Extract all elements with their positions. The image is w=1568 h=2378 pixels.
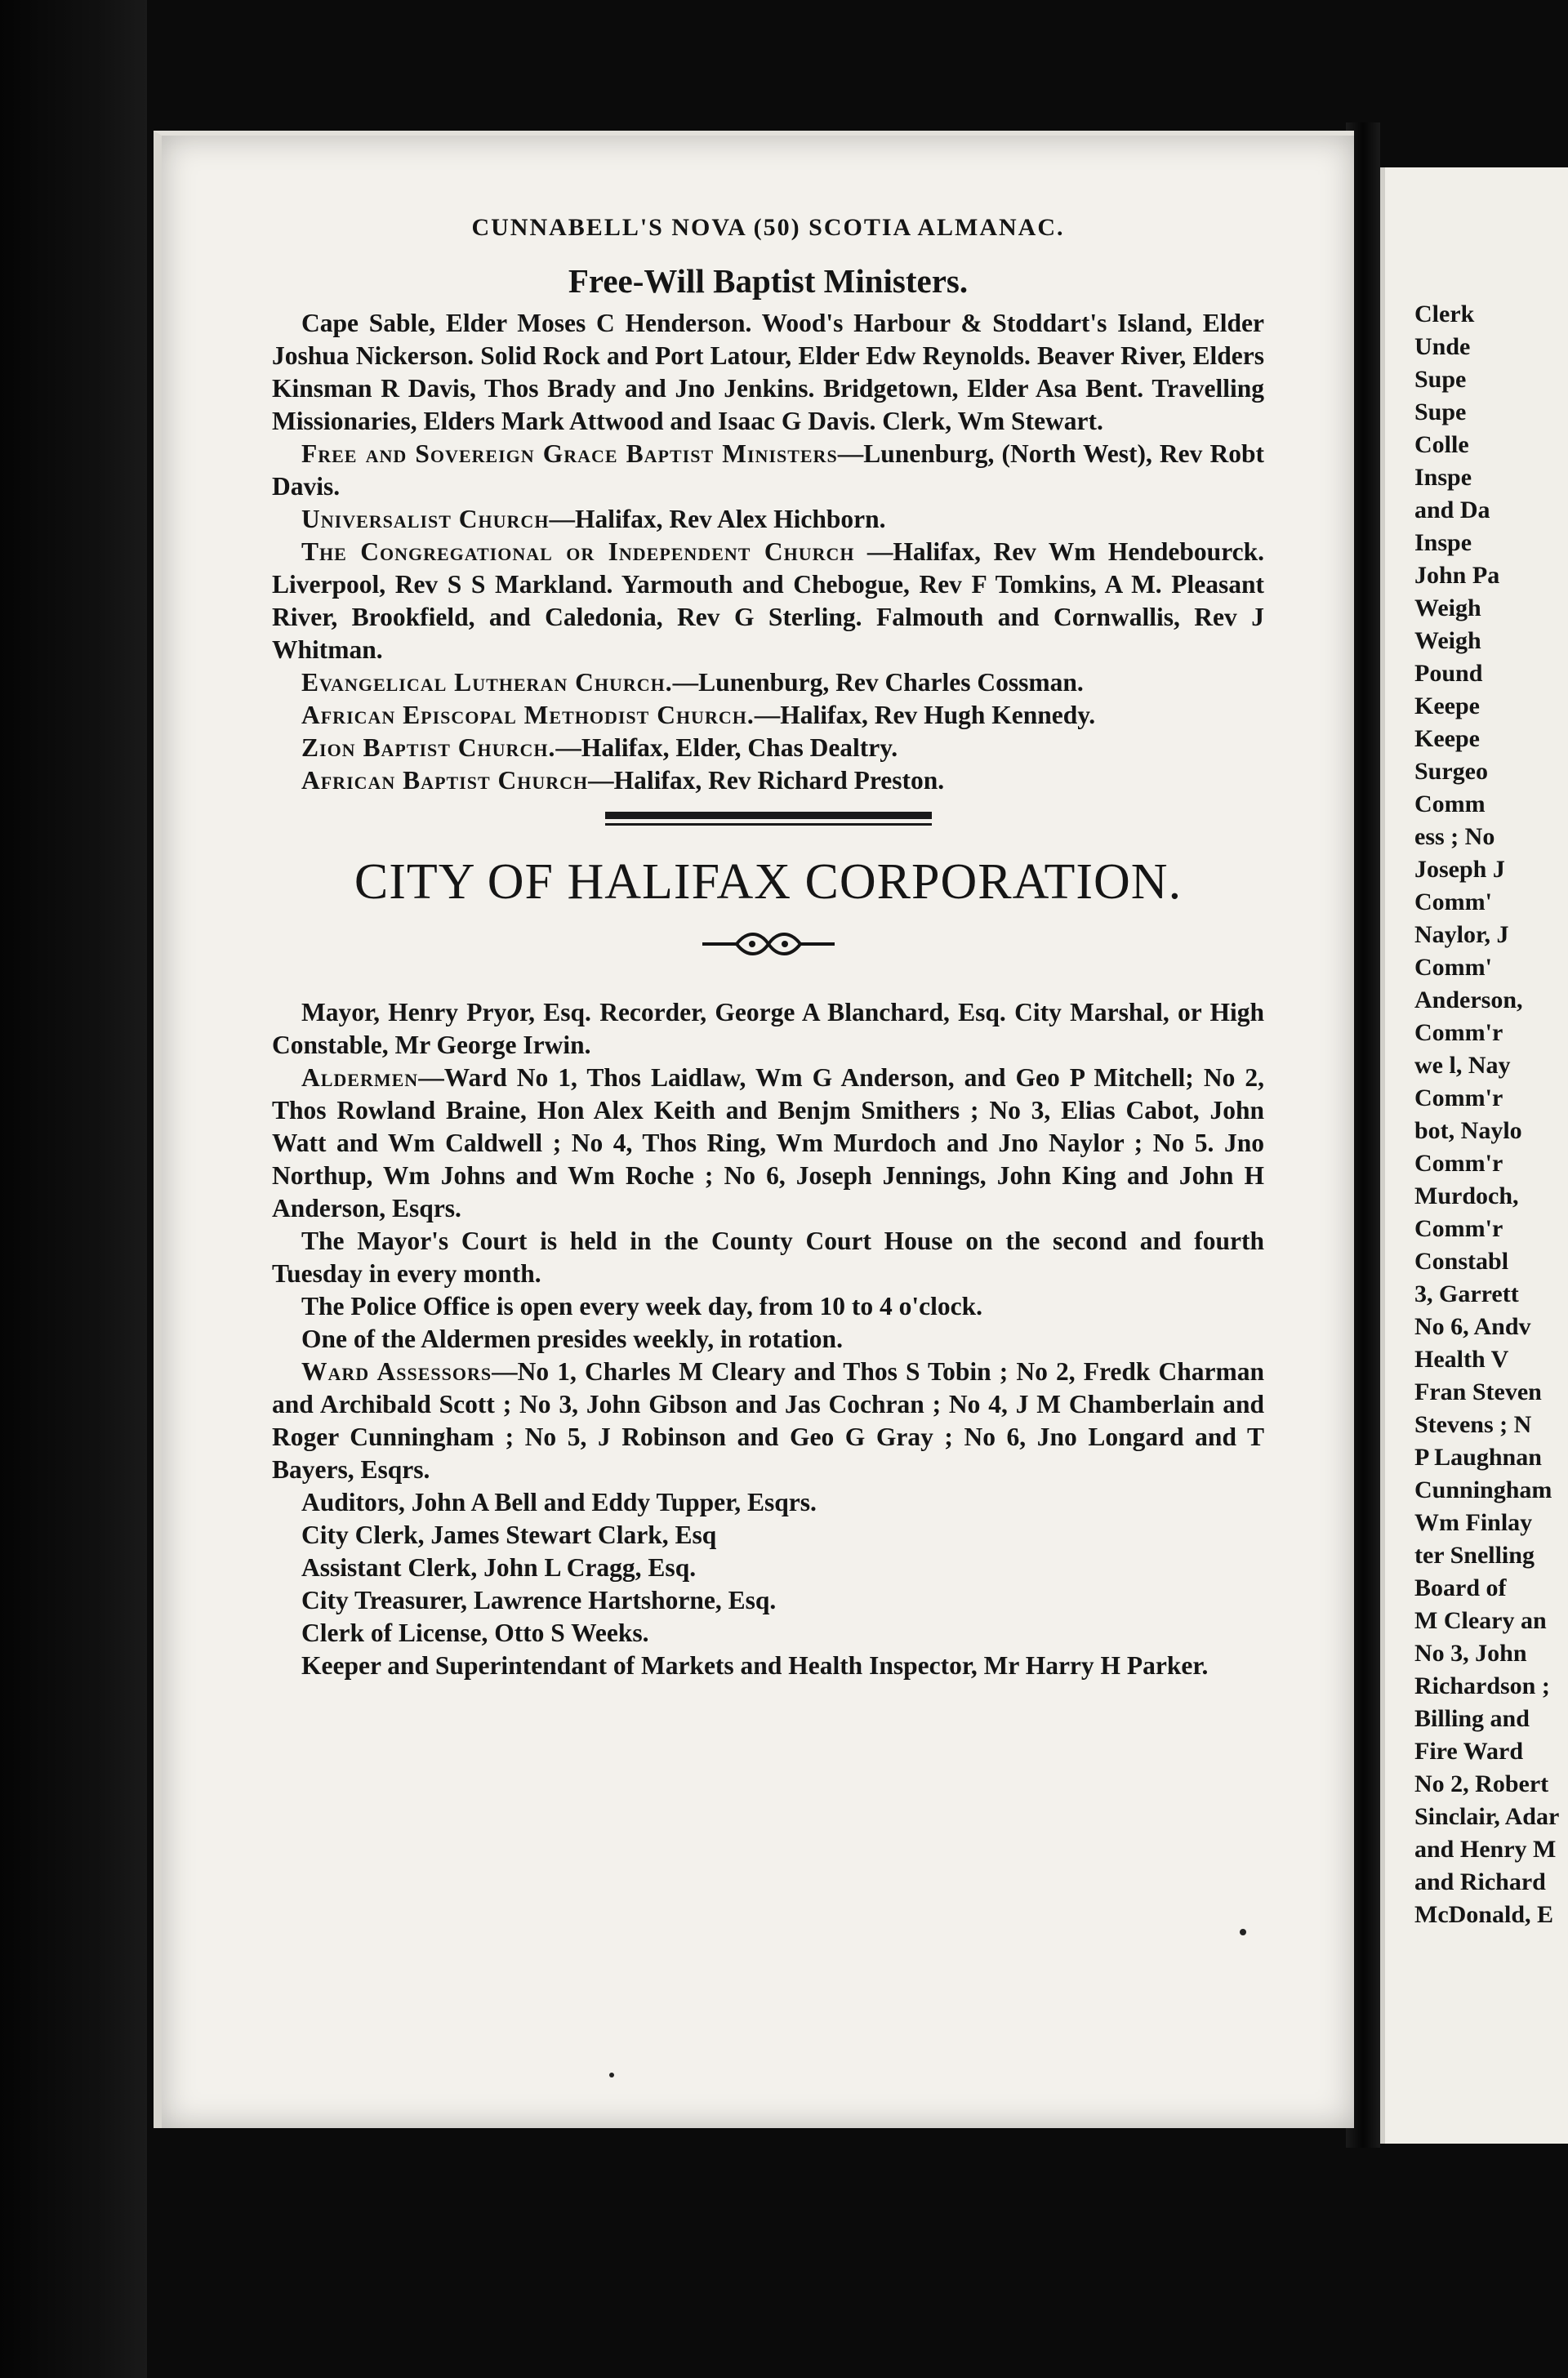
facing-page-line: Surgeo <box>1414 758 1488 785</box>
facing-page-line: and Richard <box>1414 1868 1546 1895</box>
facing-page-line: No 3, John <box>1414 1640 1527 1667</box>
facing-page-line: Joseph J <box>1414 856 1505 883</box>
facing-page-line: Richardson ; <box>1414 1672 1550 1699</box>
facing-page-line: we l, Nay <box>1414 1052 1511 1079</box>
facing-page-line: M Cleary an <box>1414 1607 1547 1634</box>
facing-page-line: Keepe <box>1414 692 1480 719</box>
facing-page-line: Supe <box>1414 399 1467 425</box>
corporation-paragraph-lead: Ward Assessors <box>301 1357 492 1386</box>
corporation-paragraph-text: Clerk of License, Otto S Weeks. <box>301 1619 649 1647</box>
corporation-paragraph <box>272 1650 1264 1682</box>
corporation-paragraph-text: Mayor, Henry Pryor, Esq. Recorder, George A Blanchard, Esq. City Marshal, or High Constable, Mr George Irwin. <box>272 998 1264 1059</box>
facing-page-line: bot, Naylo <box>1414 1117 1522 1144</box>
corporation-paragraph <box>272 1552 1264 1584</box>
corporation-paragraph-text: Auditors, John A Bell and Eddy Tupper, Esqrs. <box>301 1488 817 1516</box>
facing-page-line: Sinclair, Adar <box>1414 1803 1560 1830</box>
corporation-paragraph <box>272 1584 1264 1617</box>
facing-page-line: Comm <box>1414 790 1486 817</box>
facing-page-line: and Henry M <box>1414 1836 1557 1863</box>
corporation-paragraph <box>272 1323 1264 1356</box>
baptist-paragraph-lead: Zion Baptist Church. <box>301 733 556 762</box>
corporation-paragraph-text: One of the Aldermen presides weekly, in rotation. <box>301 1325 843 1353</box>
facing-page-line: Constabl <box>1414 1248 1509 1275</box>
facing-page-line: Naylor, J <box>1414 921 1509 948</box>
baptist-paragraph-text: —Halifax, Rev Wm Hendebourck. Liverpool, Rev S S Markland. Yarmouth and Chebogue, Rev F Tomkins, A M. Pleasant River, Brookfield, and Caledonia, Rev G Sterling. Falmouth and Cornwallis, Rev J Whitman. <box>272 537 1264 664</box>
facing-page-line: Pound <box>1414 660 1483 687</box>
facing-page-line: John Pa <box>1414 562 1500 589</box>
facing-page-line: Comm' <box>1414 888 1492 915</box>
baptist-paragraph <box>272 764 1264 797</box>
facing-page-line: Comm' <box>1414 954 1492 981</box>
baptist-paragraph <box>272 307 1264 438</box>
ink-speck <box>609 2073 614 2077</box>
facing-page-text <box>1414 298 1568 1931</box>
facing-page-line: Board of <box>1414 1574 1507 1601</box>
left-page <box>154 131 1354 2128</box>
corporation-paragraph <box>272 1356 1264 1486</box>
facing-page-line: Cunningham <box>1414 1476 1552 1503</box>
corporation-paragraph-text: The Mayor's Court is held in the County Court House on the second and fourth Tuesday in every month. <box>272 1227 1264 1288</box>
corporation-paragraph <box>272 1290 1264 1323</box>
facing-page-line: Clerk <box>1414 301 1475 327</box>
baptist-paragraph-text: —Halifax, Rev Hugh Kennedy. <box>754 701 1096 729</box>
corporation-paragraph <box>272 996 1264 1062</box>
facing-page-line: Comm'r <box>1414 1150 1503 1177</box>
corporation-paragraph-text: Assistant Clerk, John L Cragg, Esq. <box>301 1553 697 1582</box>
facing-page-line: Keepe <box>1414 725 1480 752</box>
corporation-paragraph-text: City Clerk, James Stewart Clark, Esq <box>301 1521 717 1549</box>
facing-page-line: Colle <box>1414 431 1469 458</box>
facing-page-line: Comm'r <box>1414 1215 1503 1242</box>
corporation-paragraph-text: —Ward No 1, Thos Laidlaw, Wm G Anderson, and Geo P Mitchell; No 2, Thos Rowland Braine, Hon Alex Keith and Benjm Smithers ; No 3, Elias Cabot, John Watt and Wm Caldwell ; No 4, Thos Ring, Wm Murdoch and Jno Naylor ; No 5. Jno Northup, Wm Johns and Wm Roche ; No 6, Joseph Jennings, John King and John H Anderson, Esqrs. <box>272 1063 1264 1222</box>
running-head: CUNNABELL'S NOVA (50) SCOTIA ALMANAC. <box>471 214 1065 241</box>
facing-page-line: Fran Steven <box>1414 1378 1542 1405</box>
facing-page-line: Supe <box>1414 366 1467 393</box>
baptist-paragraph <box>272 503 1264 536</box>
baptist-paragraph-lead: African Baptist Church <box>301 766 589 795</box>
baptist-paragraph-lead: Evangelical Lutheran Church. <box>301 668 673 697</box>
baptist-paragraph-lead: The Congregational or Independent Church <box>301 537 855 566</box>
corporation-paragraph-text: Keeper and Superintendant of Markets and Health Inspector, Mr Harry H Parker. <box>301 1651 1209 1680</box>
baptist-paragraph-text: —Halifax, Elder, Chas Dealtry. <box>555 733 898 762</box>
facing-page-line: McDonald, E <box>1414 1901 1554 1928</box>
baptist-paragraph-text: —Lunenburg, Rev Charles Cossman. <box>672 668 1084 697</box>
corporation-paragraph <box>272 1617 1264 1650</box>
facing-page-line: Inspe <box>1414 529 1472 556</box>
facing-page-line: No 6, Andv <box>1414 1313 1531 1340</box>
baptist-paragraph-text: —Halifax, Rev Richard Preston. <box>588 766 945 795</box>
facing-page-line: Inspe <box>1414 464 1472 491</box>
facing-page-line: No 2, Robert <box>1414 1770 1549 1797</box>
section-title-halifax: CITY OF HALIFAX CORPORATION. <box>354 854 1183 910</box>
facing-page-line: Weigh <box>1414 627 1481 654</box>
baptist-paragraph-lead: African Episcopal Methodist Church. <box>301 701 755 729</box>
facing-page-line: ess ; No <box>1414 823 1495 850</box>
facing-page <box>1380 167 1568 2144</box>
corporation-paragraph-lead: Aldermen <box>301 1063 419 1092</box>
section-divider-rule <box>605 812 932 826</box>
corporation-paragraph <box>272 1225 1264 1290</box>
baptist-paragraph-lead: Free and Sovereign Grace Baptist Ministers <box>301 439 838 468</box>
baptist-paragraph <box>272 666 1264 699</box>
facing-page-line: Comm'r <box>1414 1084 1503 1111</box>
baptist-paragraph <box>272 536 1264 666</box>
baptist-paragraph-text: —Halifax, Rev Alex Hichborn. <box>549 505 886 533</box>
corporation-paragraph-text: —No 1, Charles M Cleary and Thos S Tobin ; No 2, Fredk Charman and Archibald Scott ; No 3, John Gibson and Jas Cochran ; No 4, J M Chamberlain and Roger Cunningham ; No 5, J Robinson and Geo G Gray ; No 6, Jno Longard and T Bayers, Esqrs. <box>272 1357 1264 1484</box>
facing-page-line: Weigh <box>1414 594 1481 621</box>
corporation-paragraph <box>272 1062 1264 1225</box>
page-content <box>272 214 1264 1682</box>
facing-page-line: and Da <box>1414 497 1490 523</box>
corporation-paragraph <box>272 1519 1264 1552</box>
ink-speck <box>1240 1929 1246 1935</box>
facing-page-line: Comm'r <box>1414 1019 1503 1046</box>
facing-page-line: P Laughnan <box>1414 1444 1542 1471</box>
corporation-paragraph-text: The Police Office is open every week day, from 10 to 4 o'clock. <box>301 1292 983 1320</box>
scan-edge-left <box>0 0 147 2378</box>
section-title-baptist: Free-Will Baptist Ministers. <box>568 262 969 300</box>
baptist-paragraph-text: —Lunenburg, (North West), Rev Robt Davis. <box>272 439 1264 501</box>
facing-page-line: Billing and <box>1414 1705 1530 1732</box>
facing-page-line: ter Snelling <box>1414 1542 1535 1569</box>
facing-page-line: Anderson, <box>1414 986 1523 1013</box>
corporation-paragraph <box>272 1486 1264 1519</box>
ornament-flourish <box>699 928 838 960</box>
baptist-paragraph <box>272 732 1264 764</box>
corporation-paragraph-text: City Treasurer, Lawrence Hartshorne, Esq. <box>301 1586 777 1614</box>
baptist-paragraph-text: Cape Sable, Elder Moses C Henderson. Wood's Harbour & Stoddart's Island, Elder Joshua Nickerson. Solid Rock and Port Latour, Elder Edw Reynolds. Beaver River, Elders Kinsman R Davis, Thos Brady and Jno Jenkins. Bridgetown, Elder Asa Bent. Travelling Missionaries, Elders Mark Attwood and Isaac G Davis. Clerk, Wm Stewart. <box>272 309 1264 435</box>
facing-page-line: Health V <box>1414 1346 1509 1373</box>
facing-page-line: Wm Finlay <box>1414 1509 1533 1536</box>
baptist-paragraph-lead: Universalist Church <box>301 505 550 533</box>
facing-page-line: Fire Ward <box>1414 1738 1524 1765</box>
baptist-paragraph <box>272 699 1264 732</box>
facing-page-line: 3, Garrett <box>1414 1280 1519 1307</box>
baptist-paragraph <box>272 438 1264 503</box>
facing-page-line: Murdoch, <box>1414 1182 1519 1209</box>
section2-body <box>272 996 1264 1682</box>
facing-page-line: Unde <box>1414 333 1471 360</box>
section1-body <box>272 307 1264 797</box>
facing-page-line: Stevens ; N <box>1414 1411 1532 1438</box>
